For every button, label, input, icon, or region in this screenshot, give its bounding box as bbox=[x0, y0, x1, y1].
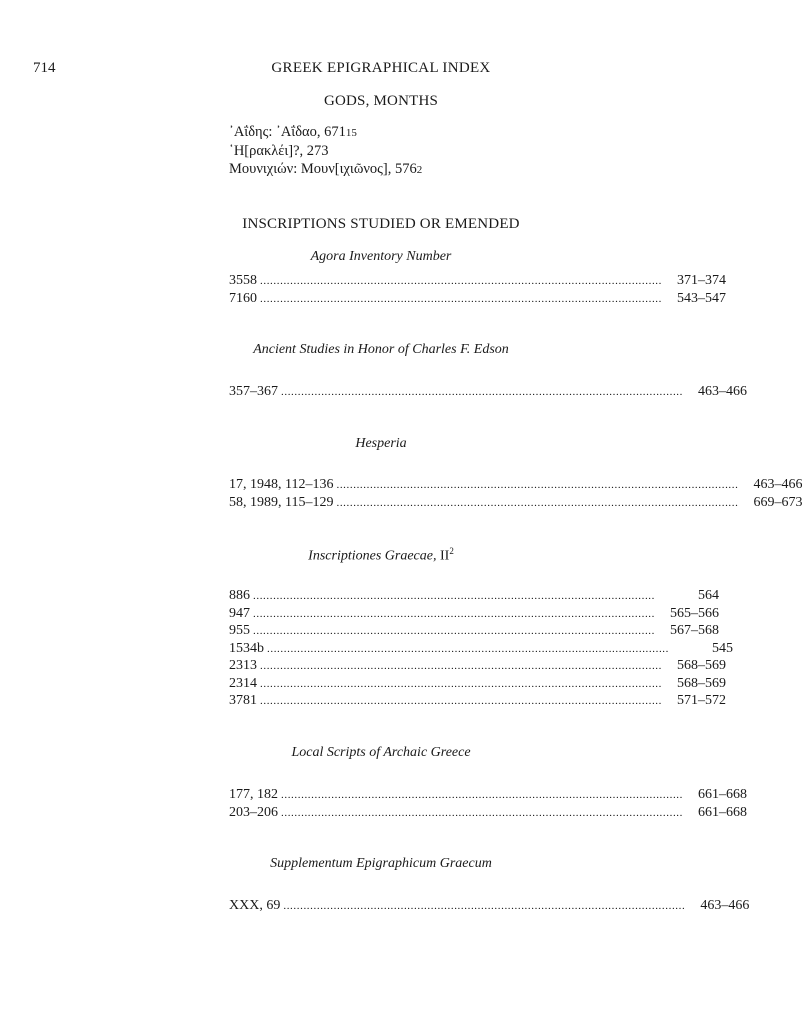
index-row: 2313 ........................................................................................................................ 568–569 bbox=[229, 657, 532, 675]
index-row: 1534b ........................................................................................................................ 545 bbox=[229, 640, 532, 658]
leader-dots: ........................................................................................................................ bbox=[336, 479, 739, 491]
index-row: 3558 ........................................................................................................................ 371–374 bbox=[229, 272, 532, 290]
subsection-title: Agora Inventory Number bbox=[310, 249, 452, 264]
subsection-title: Ancient Studies in Honor of Charles F. Edson bbox=[253, 342, 509, 357]
running-title: GREEK EPIGRAPHICAL INDEX bbox=[271, 60, 491, 76]
leader-dots: ........................................................................................................................ bbox=[260, 292, 662, 305]
index-row: 17, 1948, 112–136 ........................................................................................................................ 463–466 bbox=[229, 476, 532, 494]
subsection-rows bbox=[229, 383, 747, 401]
leader-dots: ........................................................................................................................ bbox=[260, 660, 662, 672]
leader-dots: ........................................................................................................................ bbox=[336, 496, 739, 509]
subsection-title: Inscriptiones Graecae, $II^2$ bbox=[308, 546, 454, 564]
subsection-title: Local Scripts of Archaic Greece bbox=[291, 745, 471, 760]
leader-dots: ........................................................................................................................ bbox=[260, 695, 662, 707]
subsection-title: Hesperia bbox=[355, 436, 407, 451]
leader-dots: ........................................................................................................................ bbox=[267, 642, 669, 655]
index-row: 947 ........................................................................................................................ 565–566 bbox=[229, 605, 532, 623]
leader-dots: ........................................................................................................................ bbox=[283, 900, 686, 912]
index-entry: Μουνιχιών: Μουν[ιχιῶνος], 5762 bbox=[229, 161, 423, 177]
subsection-rows bbox=[229, 897, 750, 915]
index-row: 2314 ........................................................................................................................ 568–569 bbox=[229, 675, 532, 693]
section-heading-inscriptions: INSCRIPTIONS STUDIED OR EMENDED bbox=[242, 216, 520, 232]
index-row: 58, 1989, 115–129 ........................................................................................................................ 669–673 bbox=[229, 494, 532, 512]
index-entry: ῾Η[ρακλέι]?, 273 bbox=[229, 142, 329, 159]
index-row: 955 ........................................................................................................................ 567–568 bbox=[229, 622, 532, 640]
page-number: 714 bbox=[33, 60, 56, 76]
leader-dots: ........................................................................................................................ bbox=[260, 677, 662, 690]
index-row: 177, 182 ........................................................................................................................ 661–668 bbox=[229, 786, 532, 804]
subsection-rows bbox=[229, 587, 733, 710]
index-row: 886 ........................................................................................................................ 564 bbox=[229, 587, 532, 605]
index-entry: ᾿Αΐδης: ᾿Αΐδαο, 67115 bbox=[229, 124, 357, 140]
leader-dots: ........................................................................................................................ bbox=[281, 806, 683, 819]
leader-dots: ........................................................................................................................ bbox=[260, 275, 662, 287]
leader-dots: ........................................................................................................................ bbox=[253, 590, 655, 602]
leader-dots: ........................................................................................................................ bbox=[281, 789, 683, 801]
subsection-rows bbox=[229, 476, 802, 511]
subsection-rows bbox=[229, 272, 726, 307]
index-row: 3781 ........................................................................................................................ 571–572 bbox=[229, 692, 532, 710]
subsection-title: Supplementum Epigraphicum Graecum bbox=[270, 856, 492, 871]
index-row: 203–206 ........................................................................................................................ 661–668 bbox=[229, 804, 532, 822]
index-row: 7160 ........................................................................................................................ 543–547 bbox=[229, 290, 532, 308]
index-row: 357–367 ........................................................................................................................ 463–466 bbox=[229, 383, 532, 401]
section-heading-gods-months: GODS, MONTHS bbox=[323, 93, 439, 109]
subsection-rows bbox=[229, 786, 747, 821]
leader-dots: ........................................................................................................................ bbox=[281, 386, 683, 398]
gods-months-list bbox=[229, 124, 589, 180]
leader-dots: ........................................................................................................................ bbox=[253, 607, 655, 620]
leader-dots: ........................................................................................................................ bbox=[253, 625, 655, 637]
index-row: XXX, 69 ........................................................................................................................ 463–466 bbox=[229, 897, 532, 915]
